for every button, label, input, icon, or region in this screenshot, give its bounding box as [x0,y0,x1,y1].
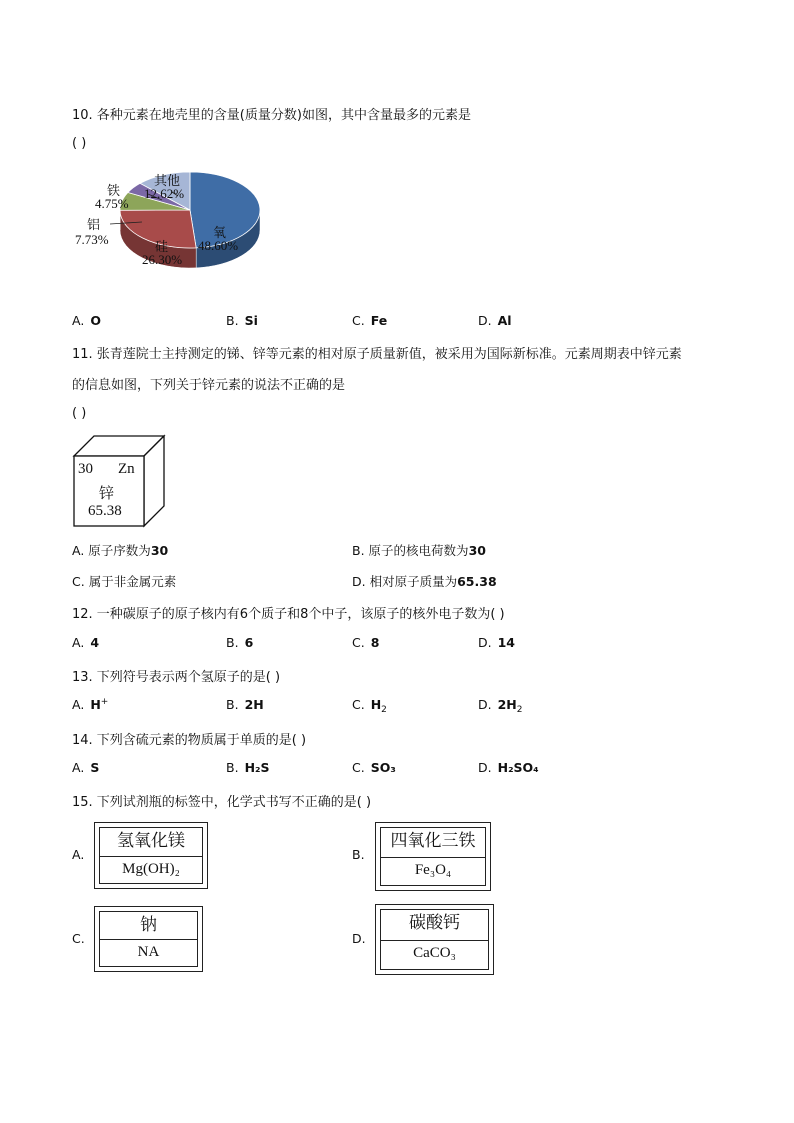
q15-option-a-letter[interactable]: A. [72,847,85,862]
option-letter: D. [352,574,366,589]
pie-label-si-value: 26.30% [142,252,183,267]
reagent-name: 碳酸钙 [381,910,488,941]
q10-option-b[interactable] [226,313,258,328]
option-letter: C. [352,760,365,775]
q14-option-a[interactable] [72,760,99,775]
option-value: 14 [497,635,516,650]
q12-option-a[interactable] [72,635,99,650]
option-letter: A. [72,760,85,775]
q10-option-c[interactable] [352,313,387,328]
q10-stem: 10. 各种元素在地壳里的含量(质量分数)如图，其中含量最多的元素是 [72,108,471,123]
option-letter: B. [226,760,239,775]
option-letter: C. [72,574,85,589]
option-value: 8 [370,635,380,650]
reagent-label-frame [380,909,489,970]
option-value: H [90,697,101,713]
q15-option-d-letter[interactable]: D. [352,931,366,946]
option-text: 原子的核电荷数为 [368,543,469,558]
option-value: 4 [90,635,100,650]
option-value: 30 [150,543,169,558]
q12-stem: 12. 一种碳原子的原子核内有6个质子和8个中子，该原子的核外电子数为( ) [72,607,505,622]
option-letter: C. [352,697,365,712]
option-letter: D. [478,313,492,328]
reagent-name: 钠 [100,912,197,940]
option-letter: C. [352,313,365,328]
reagent-formula: NA [137,944,160,960]
q12-option-d[interactable] [478,635,515,650]
zinc-name: 锌 [99,486,115,502]
q10-answer-paren: ( ) [72,136,87,151]
reagent-name: 氢氧化镁 [100,828,202,857]
option-value: H₂SO₄ [497,760,539,775]
q11-option-a[interactable] [72,541,168,559]
pie-label-al-name: 铝 [87,217,101,232]
option-subscript: 2 [381,705,387,715]
option-value: 30 [468,543,486,558]
q11-option-d[interactable] [352,572,497,590]
option-letter: A. [72,697,85,713]
q13-option-a[interactable] [72,697,108,712]
option-value: SO₃ [370,760,396,775]
reagent-formula: Fe₃O₄ [414,861,452,878]
option-value: Al [497,313,512,328]
q14-stem: 14. 下列含硫元素的物质属于单质的是( ) [72,733,307,748]
pie-label-o-name: 氧 [213,225,227,240]
option-text: 属于非金属元素 [88,574,177,589]
reagent-label-c [94,906,203,972]
reagent-label-frame [99,827,203,884]
q14-option-d[interactable] [478,760,539,775]
option-value: Si [244,313,258,328]
option-value: Fe [370,313,388,328]
option-letter: A. [72,635,85,650]
zinc-symbol: Zn [118,461,135,477]
q11-stem-line2: 的信息如图，下列关于锌元素的说法不正确的是 [72,378,346,393]
reagent-label-frame [380,827,486,886]
q13-option-c[interactable] [352,697,387,715]
option-subscript: 2 [516,705,523,715]
reagent-label-d [375,904,494,975]
pie-label-iron-value: 4.75% [95,196,129,211]
option-text: 相对原子质量为 [369,574,458,589]
option-letter: A. [72,313,85,328]
q10-option-a[interactable] [72,313,101,328]
option-letter: D. [478,635,492,650]
zinc-element-cube [72,434,172,530]
reagent-formula: Mg(OH)₂ [122,860,180,877]
q13-option-d[interactable] [478,697,523,715]
q12-option-b[interactable] [226,635,253,650]
q15-option-b-letter[interactable]: B. [352,847,365,862]
pie-label-al-value: 7.73% [75,232,109,247]
option-letter: D. [478,760,492,775]
pie-label-o-value: 48.60% [198,238,239,253]
pie-label-other-value: 12.62% [144,186,185,201]
zinc-atomic-number: 30 [78,461,93,477]
option-value: 65.38 [457,574,497,589]
option-value: H [370,697,382,712]
q13-option-b[interactable] [226,697,264,712]
q11-stem-line1: 11. 张青莲院士主持测定的锑、锌等元素的相对原子质量新值，被采用为国际新标准。元素周期表中锌元素 [72,347,682,362]
q15-option-c-letter[interactable]: C. [72,931,85,946]
zinc-atomic-mass: 65.38 [88,503,122,519]
q11-option-b[interactable] [352,541,486,559]
option-letter: C. [352,635,365,650]
option-value: H₂S [244,760,270,775]
pie-label-iron-name: 铁 [107,183,121,198]
reagent-formula: CaCO₃ [413,944,456,961]
q12-option-c[interactable] [352,635,379,650]
q11-option-c[interactable] [72,572,176,590]
q14-option-c[interactable] [352,760,396,775]
option-letter: B. [352,543,365,558]
option-value: 2H [244,697,264,712]
option-letter: A. [72,543,85,558]
reagent-label-a [94,822,208,889]
option-value: 6 [244,635,254,650]
option-letter: B. [226,697,239,712]
q14-option-b[interactable] [226,760,270,775]
q11-answer-paren: ( ) [72,406,87,421]
option-superscript: + [100,697,109,707]
q10-option-d[interactable] [478,313,512,328]
option-value: O [90,313,101,328]
option-letter: B. [226,313,239,328]
reagent-label-b [375,822,491,891]
option-letter: D. [478,697,492,712]
q13-stem: 13. 下列符号表示两个氢原子的是( ) [72,670,281,685]
reagent-label-frame [99,911,198,967]
option-letter: B. [226,635,239,650]
option-text: 原子序数为 [88,543,151,558]
q15-stem: 15. 下列试剂瓶的标签中，化学式书写不正确的是( ) [72,795,372,810]
option-value: S [90,760,100,775]
option-value: 2H [497,697,517,712]
pie-label-si-name: 硅 [155,239,169,254]
pie-label-other-name: 其他 [154,173,181,188]
reagent-name: 四氧化三铁 [381,828,485,858]
